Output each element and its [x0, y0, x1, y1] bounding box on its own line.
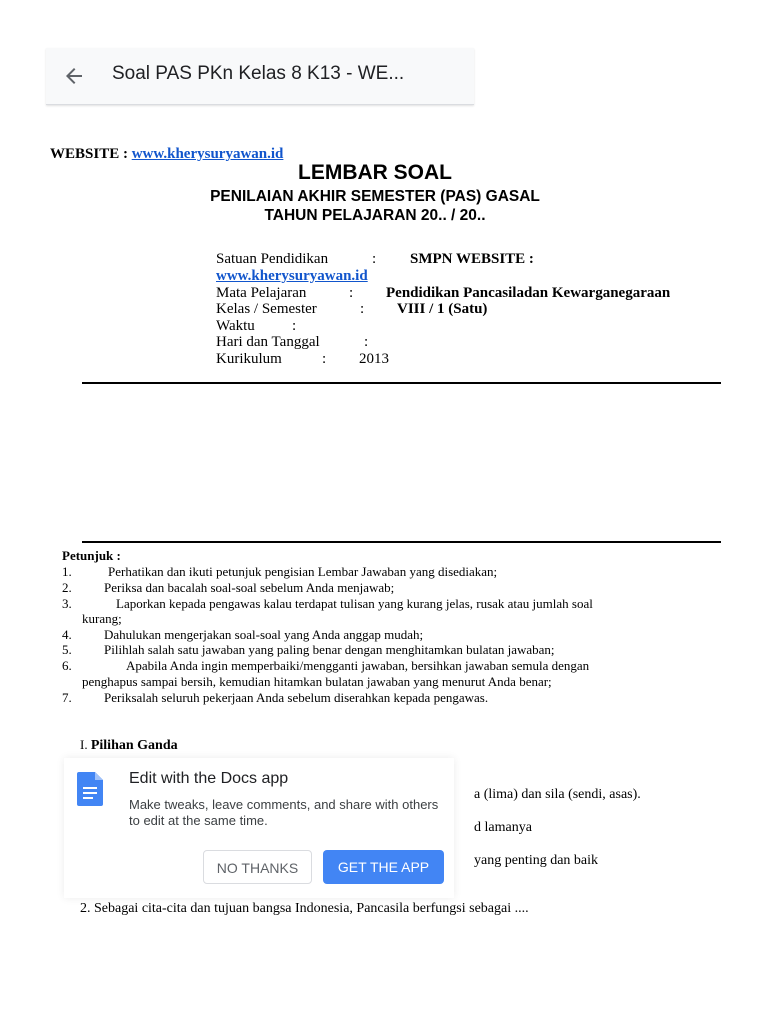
google-docs-icon	[77, 772, 103, 806]
mapel-colon: :	[349, 285, 354, 301]
prompt-text: Make tweaks, leave comments, and share with others to edit at the same time.	[129, 797, 439, 828]
inst-text: Pilihlah salah satu jawaban yang paling benar dengan menghitamkan bulatan jawaban;	[104, 642, 555, 657]
kurikulum-colon: :	[322, 351, 327, 367]
no-thanks-button[interactable]: NO THANKS	[203, 850, 312, 884]
inst-text: Perhatikan dan ikuti petunjuk pengisian Lembar Jawaban yang disediakan;	[108, 564, 498, 579]
satuan-colon: :	[372, 251, 377, 267]
question-fragment: d lamanya	[474, 820, 532, 835]
hari-label: Hari dan Tanggal	[216, 334, 320, 350]
prompt-title: Edit with the Docs app	[129, 770, 289, 787]
divider-bottom	[82, 541, 721, 543]
satuan-link[interactable]: www.kherysuryawan.id	[216, 268, 368, 284]
website-link[interactable]: www.kherysuryawan.id	[131, 146, 284, 162]
inst-text: Periksalah seluruh pekerjaan Anda sebelum diserahkan kepada pengawas.	[104, 690, 489, 705]
inst-text: Laporkan kepada pengawas kalau terdapat tulisan yang kurang jelas, rusak atau jumlah soal	[116, 596, 593, 611]
petunjuk-title: Petunjuk :	[62, 548, 121, 563]
inst-text: Apabila Anda ingin memperbaiki/mengganti jawaban, bersihkan jawaban semula dengan	[126, 658, 590, 673]
divider-top	[82, 382, 721, 384]
inst-text-cont: penghapus sampai bersih, kemudian hitamkan bulatan jawaban yang menurut Anda benar;	[82, 674, 552, 689]
inst-text: Dahulukan mengerjakan soal-soal yang Anda anggap mudah;	[104, 627, 424, 642]
kurikulum-value: 2013	[359, 351, 389, 367]
page-title: LEMBAR SOAL	[298, 161, 452, 184]
mapel-value: Pendidikan Pancasiladan Kewarganegaraan	[386, 285, 671, 301]
section-heading	[80, 737, 178, 754]
waktu-colon: :	[292, 318, 297, 334]
mapel-label: Mata Pelajaran	[216, 285, 307, 301]
exam-subtitle: PENILAIAN AKHIR SEMESTER (PAS) GASAL	[210, 188, 540, 205]
inst-num: 7.	[62, 690, 72, 705]
satuan-value: SMPN WEBSITE :	[410, 251, 534, 267]
kelas-label: Kelas / Semester	[216, 301, 317, 317]
inst-num: 2.	[62, 580, 72, 595]
docs-app-prompt	[64, 758, 454, 898]
get-the-app-button[interactable]: GET THE APP	[323, 850, 444, 884]
kelas-colon: :	[360, 301, 365, 317]
waktu-label: Waktu	[216, 318, 255, 334]
inst-num: 4.	[62, 627, 72, 642]
hari-colon: :	[364, 334, 369, 350]
section-title: Pilihan Ganda	[90, 738, 178, 753]
section-number: I.	[80, 737, 88, 752]
website-label: WEBSITE :	[50, 146, 128, 162]
inst-num: 1.	[62, 564, 72, 579]
question-fragment: yang penting dan baik	[474, 853, 599, 868]
question-2: 2. Sebagai cita-cita dan tujuan bangsa Indonesia, Pancasila berfungsi sebagai ....	[80, 901, 529, 916]
question-fragment: a (lima) dan sila (sendi, asas).	[474, 787, 641, 802]
back-arrow-icon[interactable]	[62, 64, 86, 88]
app-bar	[46, 48, 474, 105]
document-title: Soal PAS PKn Kelas 8 K13 - WE...	[112, 63, 405, 84]
kurikulum-label: Kurikulum	[216, 351, 282, 367]
inst-num: 3.	[62, 596, 72, 611]
inst-num: 6.	[62, 658, 72, 673]
satuan-label: Satuan Pendidikan	[216, 251, 329, 267]
inst-text: Periksa dan bacalah soal-soal sebelum Anda menjawab;	[104, 580, 395, 595]
school-year: TAHUN PELAJARAN 20.. / 20..	[264, 207, 486, 224]
kelas-value: VIII / 1 (Satu)	[397, 301, 488, 317]
inst-text-cont: kurang;	[82, 611, 122, 626]
inst-num: 5.	[62, 642, 72, 657]
